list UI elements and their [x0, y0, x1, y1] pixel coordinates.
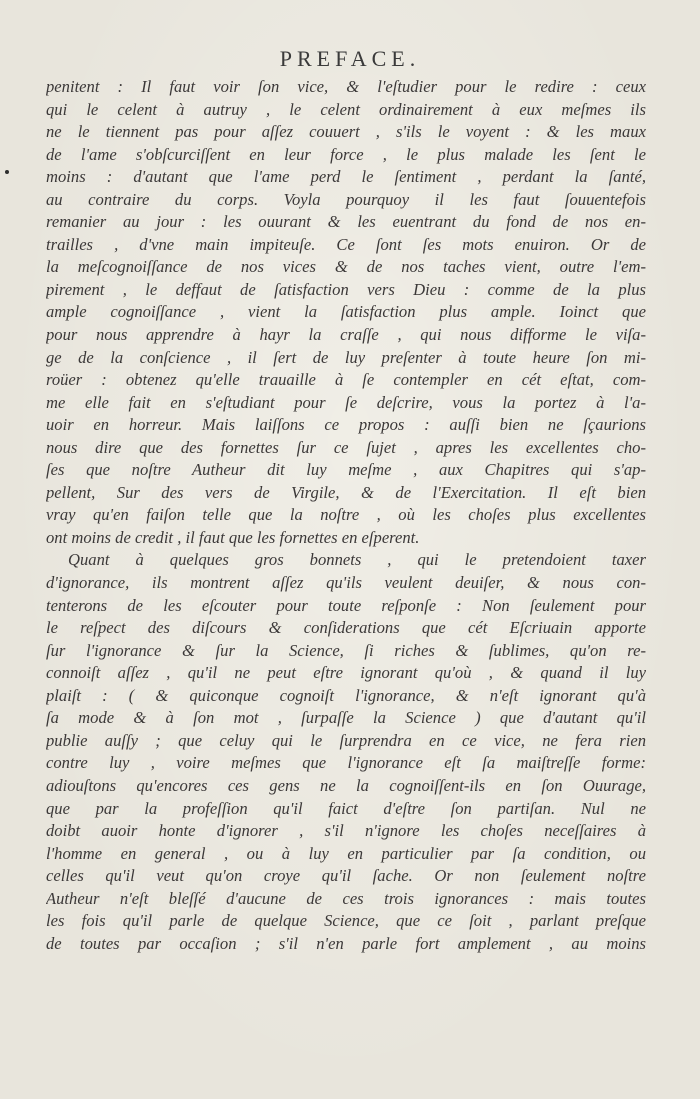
- text-line: trailles , d'vne main impiteuſe. Ce ſont ſes mots enuiron. Or de: [46, 234, 646, 254]
- text-line: l'homme en general , ou à luy en particulier par ſa condition, ou: [46, 843, 646, 863]
- text-line: publie auſſy ; que celuy qui le ſurprendra en ce vice, ne fera rien: [46, 730, 646, 750]
- text-line: ſes que noſtre Autheur dit luy meſme , aux Chapitres qui s'ap-: [46, 460, 646, 480]
- margin-mark: [5, 170, 9, 174]
- text-line: la meſcognoiſſance de nos vices & de nos taches vient, outre l'em-: [46, 257, 646, 277]
- page-header: PREFACE.: [279, 46, 421, 71]
- text-line: que par la profeſſion qu'il faict d'eſtre ſon partiſan. Nul ne: [46, 798, 646, 818]
- text-line: de l'ame s'obſcurciſſent en leur force , le plus malade les ſent le: [46, 144, 646, 164]
- text-line: qui le celent à autruy , le celent ordinairement à eux meſmes ils: [46, 99, 646, 119]
- text-line: ſur l'ignorance & ſur la Science, ſi riches & ſublimes, qu'on re-: [46, 640, 646, 660]
- text-line: les fois qu'il parle de quelque Science, que ce ſoit , parlant preſque: [46, 911, 646, 931]
- text-line: Quant à quelques gros bonnets , qui le pretendoient taxer: [68, 550, 646, 570]
- text-line: me elle fait en s'eſtudiant pour ſe deſcrire, vous la portez à l'a-: [46, 392, 646, 412]
- text-line: contre luy , voire meſmes que l'ignorance eſt ſa maiſtreſſe forme:: [46, 753, 646, 773]
- text-line: pirement , le deffaut de ſatisfaction vers Dieu : comme de la plus: [46, 279, 646, 299]
- text-line: doibt auoir honte d'ignorer , s'il n'ignore les choſes neceſſaires à: [46, 821, 646, 841]
- text-line: uoir en horreur. Mais laiſſons ce propos : auſſi bien ne ſçaurions: [46, 415, 646, 435]
- text-line: plaiſt : ( & quiconque cognoiſt l'ignorance, & n'eſt ignorant qu'à: [46, 685, 646, 705]
- text-line: nous dire que des fornettes ſur ce ſujet , apres les excellentes cho-: [46, 437, 646, 457]
- text-line: d'ignorance, ils montrent aſſez qu'ils veulent deuiſer, & nous con-: [46, 573, 646, 593]
- text-line: celles qu'il veut qu'on croye qu'il ſache. Or non ſeulement noſtre: [46, 866, 646, 886]
- text-line: adiouſtons qu'encores ces gens ne la cognoiſſent-ils en ſon Ouurage,: [46, 775, 646, 795]
- text-line: roüer : obtenez qu'elle trauaille à ſe contempler en cét eſtat, com-: [46, 370, 646, 390]
- text-line: Autheur n'eſt bleſſé d'aucune de ces trois ignorances : mais toutes: [46, 888, 646, 908]
- text-line: pour nous apprendre à hayr la craſſe , qui nous difforme le viſa-: [46, 325, 646, 345]
- text-line: ne le tiennent pas pour aſſez couuert , s'ils le voyent : & les maux: [46, 122, 646, 142]
- text-line: de toutes par occaſion ; s'il n'en parle fort amplement , au moins: [46, 933, 646, 953]
- body-text: [46, 76, 646, 955]
- text-line: ample cognoiſſance , vient la ſatisfaction plus ample. Ioinct que: [46, 302, 646, 322]
- text-line: moins : d'autant que l'ame perd le ſentiment , perdant la ſanté,: [46, 167, 646, 187]
- text-line: tenterons de les eſcouter pour toute reſponſe : Non ſeulement pour: [46, 595, 646, 615]
- text-line: le reſpect des diſcours & conſiderations que cét Eſcriuain apporte: [46, 618, 646, 638]
- text-line: ſa mode & à ſon mot , ſurpaſſe la Science ) que d'autant qu'il: [46, 708, 646, 728]
- text-line: au contraire du corps. Voyla pourquoy il les faut ſouuentefois: [46, 189, 646, 209]
- text-line: ont moins de credit , il faut que les fornettes en eſperent.: [46, 527, 420, 547]
- text-line: pellent, Sur des vers de Virgile, & de l'Exercitation. Il eſt bien: [46, 482, 646, 502]
- text-line: remanier au jour : les ouurant & les euentrant du fond de nos en-: [46, 212, 646, 232]
- text-line: penitent : Il faut voir ſon vice, & l'eſtudier pour le redire : ceux: [46, 77, 646, 96]
- text-line: connoiſt aſſez , qu'il ne peut eſtre ignorant qu'où , & quand il luy: [46, 663, 646, 683]
- text-line: vray qu'en faiſon telle que la noſtre , où les choſes plus excellentes: [46, 505, 646, 525]
- text-line: ge de la conſcience , il ſert de luy preſenter à toute heure ſon mi-: [46, 347, 646, 367]
